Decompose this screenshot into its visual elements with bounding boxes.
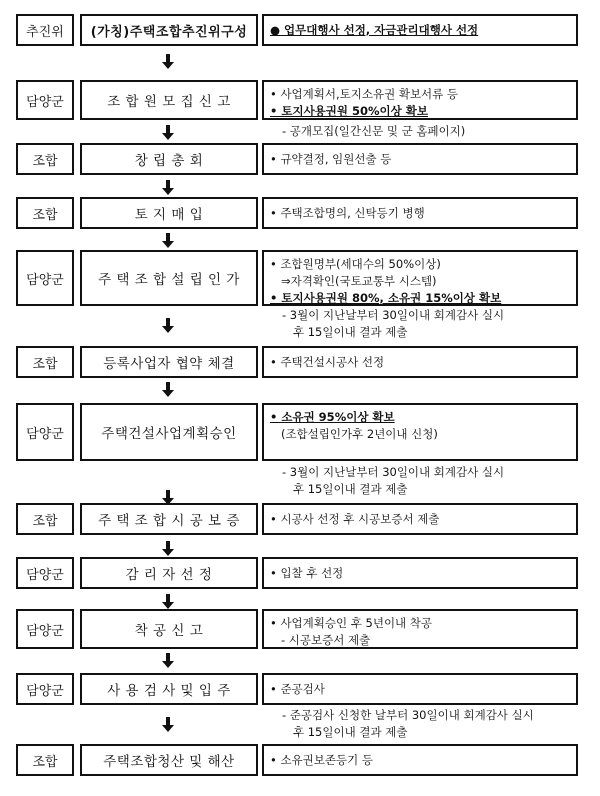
- actor-cell: 조합: [16, 744, 74, 776]
- stage-box: 주 택 조 합 설 립 인 가: [80, 250, 258, 306]
- actor-cell: 조합: [16, 197, 74, 229]
- stage-box: 주 택 조 합 시 공 보 증: [80, 503, 258, 535]
- detail-line: • 주택조합명의, 신탁등기 병행: [270, 205, 425, 220]
- actor-cell: 추진위: [16, 14, 74, 46]
- note-line: - 3월이 지난날부터 30일이내 회계감사 실시: [282, 465, 505, 479]
- detail-box: [262, 673, 578, 705]
- stage-box: 주택건설사업계획승인: [80, 403, 258, 461]
- note-line: 후 15일이내 결과 제출: [282, 482, 408, 496]
- stage-box: 등록사업자 협약 체결: [80, 346, 258, 378]
- detail-box: [262, 346, 578, 378]
- actor-cell: 담양군: [16, 673, 74, 705]
- note-line: - 3월이 지난날부터 30일이내 회계감사 실시: [282, 308, 505, 322]
- note-text: [282, 123, 465, 140]
- actor-cell: 담양군: [16, 609, 74, 649]
- note-text: [282, 464, 504, 498]
- detail-line: • 입찰 후 선정: [270, 565, 344, 580]
- actor-cell: 담양군: [16, 403, 74, 461]
- detail-line: ● 업무대행사 선정, 자금관리대행사 선정: [270, 22, 479, 37]
- detail-box: [262, 503, 578, 535]
- note-line: - 공개모집(일간신문 및 군 홈페이지): [282, 124, 466, 138]
- actor-cell: 조합: [16, 503, 74, 535]
- detail-box: [262, 557, 578, 589]
- detail-box: [262, 744, 578, 776]
- stage-box: 조 합 원 모 집 신 고: [80, 80, 258, 120]
- detail-line: • 사업계획승인 후 5년이내 착공: [270, 616, 433, 630]
- detail-line: ⇒자격확인(국토교통부 시스템): [270, 274, 437, 288]
- detail-line: • 주택건설시공사 선정: [270, 354, 385, 369]
- detail-line: • 규약결정, 임원선출 등: [270, 151, 392, 166]
- actor-cell: 담양군: [16, 80, 74, 120]
- detail-line: • 소유권 95%이상 확보: [270, 410, 395, 424]
- detail-box: [262, 403, 578, 461]
- note-text: [282, 707, 534, 741]
- stage-box: 사 용 검 사 및 입 주: [80, 673, 258, 705]
- detail-box: [262, 80, 578, 120]
- detail-line: - 시공보증서 제출: [270, 633, 371, 647]
- note-text: [282, 307, 504, 341]
- actor-cell: 조합: [16, 143, 74, 175]
- detail-line: (조합설립인가후 2년이내 신청): [270, 427, 438, 441]
- stage-box: 주택조합청산 및 해산: [80, 744, 258, 776]
- stage-box: (가칭)주택조합추진위구성: [80, 14, 258, 46]
- stage-box: 감 리 자 선 정: [80, 557, 258, 589]
- note-line: 후 15일이내 결과 제출: [282, 325, 408, 339]
- detail-line: • 조합원명부(세대수의 50%이상): [270, 257, 441, 271]
- detail-line: • 토지사용권원 80%, 소유권 15%이상 확보: [270, 291, 502, 305]
- actor-cell: 담양군: [16, 250, 74, 306]
- detail-line: • 시공사 선정 후 시공보증서 제출: [270, 511, 440, 526]
- detail-box: [262, 197, 578, 229]
- detail-line: • 준공검사: [270, 681, 325, 696]
- stage-box: 토 지 매 입: [80, 197, 258, 229]
- actor-cell: 담양군: [16, 557, 74, 589]
- detail-box: [262, 143, 578, 175]
- stage-box: 착 공 신 고: [80, 609, 258, 649]
- detail-box: [262, 250, 578, 306]
- detail-line: • 사업계획서,토지소유권 확보서류 등: [270, 87, 459, 101]
- note-line: 후 15일이내 결과 제출: [282, 725, 408, 739]
- detail-line: • 소유권보존등기 등: [270, 752, 373, 767]
- actor-cell: 조합: [16, 346, 74, 378]
- detail-box: [262, 14, 578, 46]
- detail-line: • 토지사용권원 50%이상 확보: [270, 104, 428, 118]
- note-line: - 준공검사 신청한 날부터 30일이내 회계감사 실시: [282, 708, 534, 722]
- detail-box: [262, 609, 578, 649]
- stage-box: 창 립 총 회: [80, 143, 258, 175]
